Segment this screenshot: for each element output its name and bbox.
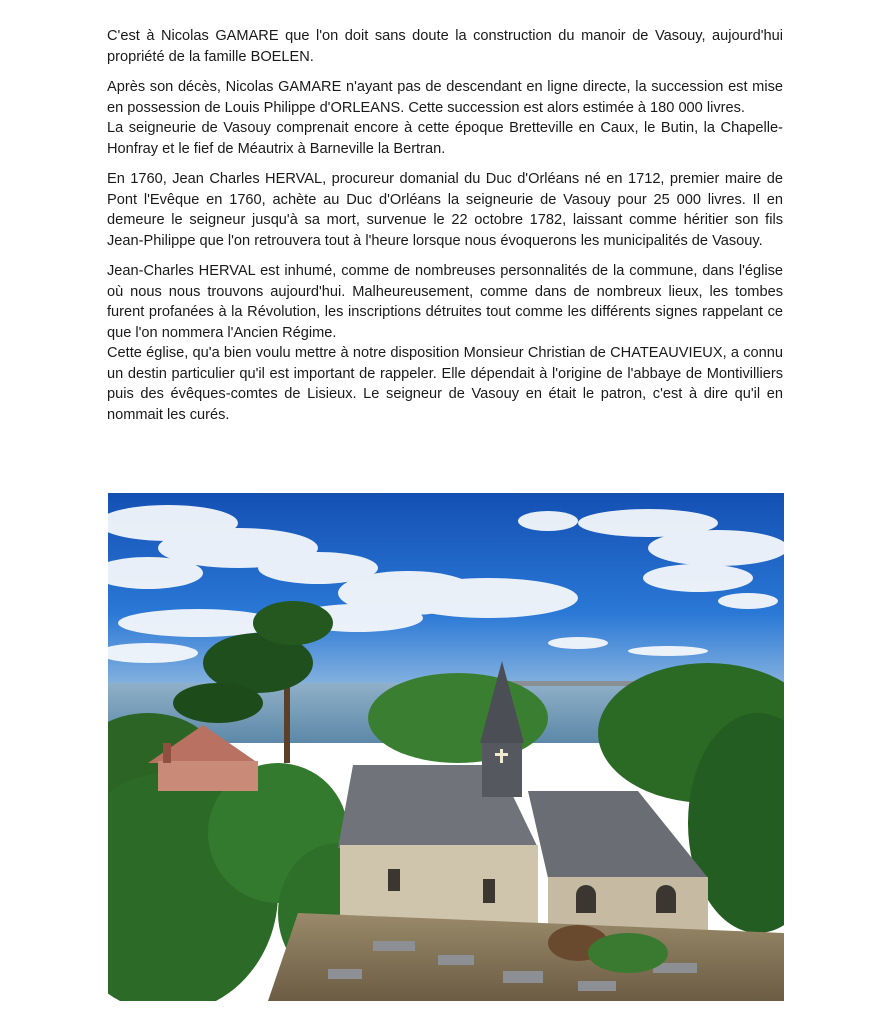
church-aerial-photo [108, 493, 784, 1001]
paragraph-4-line-1: Jean-Charles HERVAL est inhumé, comme de nombreuses personnalités de la commune, dans l'église où nous nous trouvons aujourd'hui. Malheureusement, comme dans de nombreux lieux, les tombes furent profanées à la Révolution, les inscriptions détruites tout comme les différents signes rappelant ce que l'on nommera l'Ancien Régime. [107, 263, 783, 341]
paragraph-3 [107, 169, 783, 251]
paragraph-1-line-1: C'est à Nicolas GAMARE que l'on doit sans doute la construction du manoir de Vasouy, aujourd'hui propriété de la famille BOELEN. [107, 28, 783, 65]
paragraph-4 [107, 261, 783, 425]
article-text [107, 26, 783, 435]
paragraph-1 [107, 26, 783, 67]
paragraph-2-line-2: La seigneurie de Vasouy comprenait encore à cette époque Bretteville en Caux, le Butin, la Chapelle-Honfray et le fief de Méautrix à Barneville la Bertran. [107, 120, 783, 157]
paragraph-4-line-2: Cette église, qu'a bien voulu mettre à notre disposition Monsieur Christian de CHATEAUVIEUX, a connu un destin particulier qu'il est important de rappeler. Elle dépendait à l'origine de l'abbaye de Montivilliers puis des évêques-comtes de Lisieux. Le seigneur de Vasouy en était le patron, c'est à dire qu'il en nommait les curés. [107, 345, 783, 423]
paragraph-2-line-1: Après son décès, Nicolas GAMARE n'ayant pas de descendant en ligne directe, la succession est mise en possession de Louis Philippe d'ORLEANS. Cette succession est alors estimée à 180 000 livres. [107, 79, 783, 116]
paragraph-2 [107, 77, 783, 159]
paragraph-3-line-1: En 1760, Jean Charles HERVAL, procureur domanial du Duc d'Orléans né en 1712, premier maire de Pont l'Evêque en 1760, achète au Duc d'Orléans la seigneurie de Vasouy pour 25 000 livres. Il en demeure le seigneur jusqu'à sa mort, survenue le 22 octobre 1782, laissant comme héritier son fils Jean-Philippe que l'on retrouvera tout à l'heure lorsque nous évoquerons les municipalités de Vasouy. [107, 171, 783, 249]
